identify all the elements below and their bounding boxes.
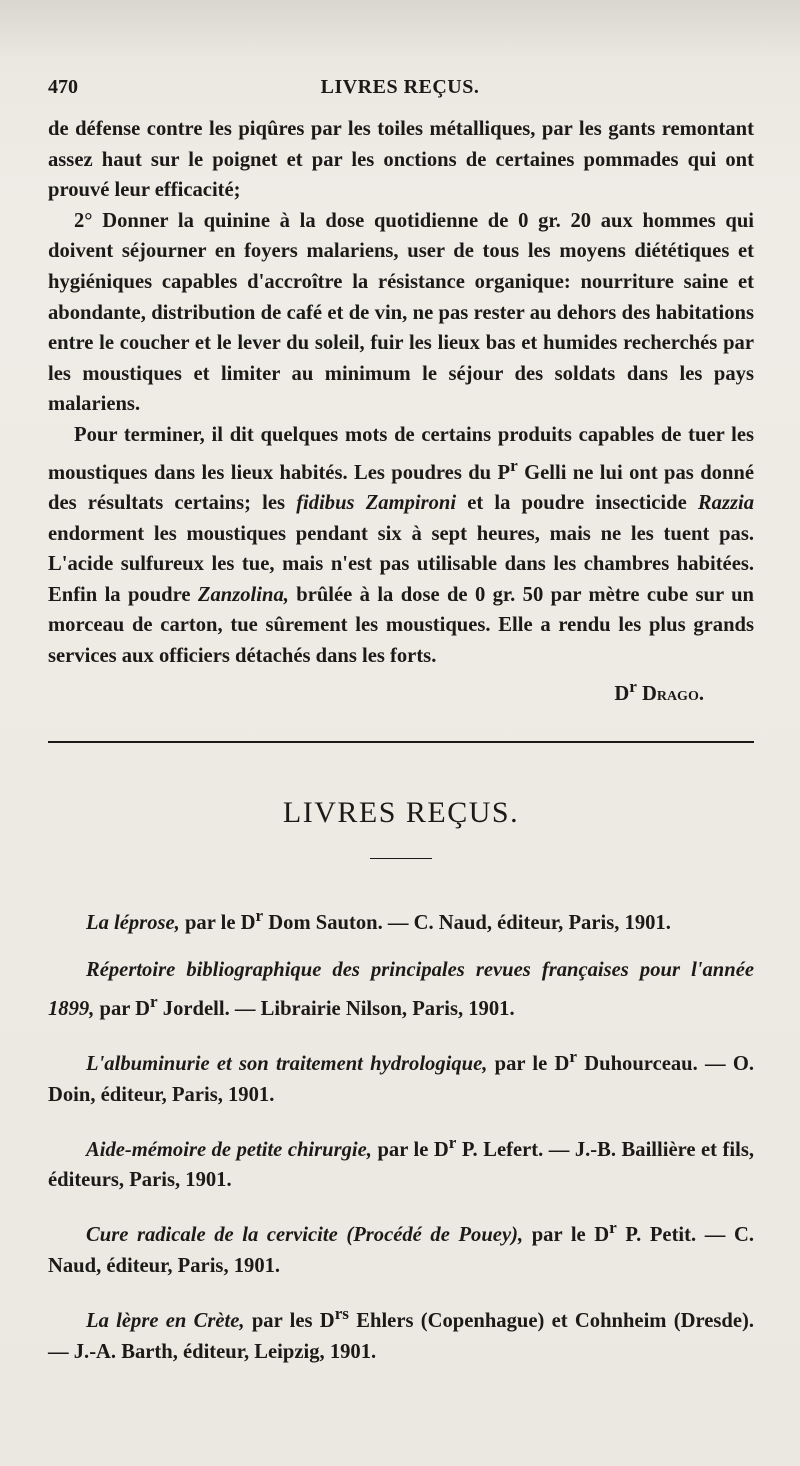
book-title: Cure radicale de la cervicite (Procédé de Pouey), [86, 1224, 524, 1247]
book-superscript: r [569, 1046, 578, 1066]
book-superscript: r [448, 1132, 457, 1152]
p3-text-d: endorment les moustiques pendant six à sept heures, mais ne les tuent pas. L'acide sulfureux les tue, mais n'est pas utilisable dans les chambres habitées. Enfin la poudre [48, 522, 754, 606]
book-entry [48, 1298, 754, 1368]
book-title: Répertoire bibliographique des principales revues françaises pour l'année 1899, [48, 958, 754, 1020]
book-by: par D [94, 997, 151, 1020]
p3-italic-razzia: Razzia [697, 491, 754, 514]
p3-italic-fidibus: fidibus Zampironi [296, 491, 457, 514]
book-publisher: Jordell. — Librairie Nilson, Paris, 1901. [157, 997, 515, 1020]
signature-d: D [614, 682, 630, 705]
book-superscript: rs [334, 1304, 349, 1324]
book-superscript: r [609, 1218, 617, 1238]
p3-italic-zanzolina: Zanzolina, [197, 583, 289, 606]
p3-superscript: r [510, 455, 518, 475]
p3-text-a: Pour terminer, il dit quelques mots de certains produits capables de tuer les moustiques dans les lieux habités. Les poudres du P [48, 423, 754, 484]
book-superscript: r [150, 991, 158, 1011]
book-by: par le D [523, 1224, 610, 1247]
book-title: La léprose, [86, 911, 180, 934]
book-title: Aide-mémoire de petite chirurgie, [86, 1138, 372, 1161]
book-by: par le D [487, 1052, 570, 1075]
signature-superscript: r [629, 676, 637, 696]
section-title: LIVRES REÇUS. [282, 796, 520, 829]
short-divider [370, 858, 432, 859]
book-entry [48, 1041, 754, 1111]
book-publisher: Duhourceau. — O. Doin, éditeur, Paris, 1901. [48, 1052, 754, 1106]
book-publisher: Ehlers (Copenhague) et Cohnheim (Dresde). — J.-A. Barth, éditeur, Leipzig, 1901. [48, 1310, 754, 1364]
book-title: La lèpre en Crète, [86, 1310, 245, 1333]
signature-name: Drago. [641, 682, 704, 705]
page-header [48, 76, 752, 106]
page-number: 470 [48, 76, 78, 98]
paragraph-1: de défense contre les piqûres par les toiles métalliques, par les gants remontant assez haut sur le poignet et par les onctions de certaines pommades qui ont prouvé leur efficacité; [48, 118, 754, 202]
books-list [48, 900, 754, 1384]
book-by: par le D [179, 911, 256, 934]
book-entry [48, 1127, 754, 1197]
running-title: LIVRES REÇUS. [320, 76, 480, 98]
book-title: L'albuminurie et son traitement hydrologique, [86, 1052, 488, 1075]
book-entry [48, 1212, 754, 1282]
paragraph-2: 2° Donner la quinine à la dose quotidienne de 0 gr. 20 aux hommes qui doivent séjourner en foyers malariens, user de tous les moyens diététiques et hygiéniques capables d'accroître la résistance organique: nourriture saine et abondante, distribution de café et de vin, ne pas rester au dehors des habitations entre le coucher et le lever du soleil, fuir les lieux bas et humides recherchés par les moustiques et limiter au minimum le séjour des soldats dans les pays malariens. [48, 209, 754, 416]
book-publisher: Dom Sauton. — C. Naud, éditeur, Paris, 1901. [263, 911, 671, 934]
book-by: par les D [244, 1310, 335, 1333]
book-by: par le D [371, 1138, 449, 1161]
p3-text-c: et la poudre insecticide [456, 491, 698, 514]
book-entry [48, 955, 754, 1025]
p3-text-e: brûlée à la dose de 0 gr. 50 par mètre cube sur un morceau de carton, tue sûrement les moustiques. Elle a rendu les plus grands services aux officiers détachés dans les forts. [48, 583, 754, 667]
book-publisher: P. Petit. — C. Naud, éditeur, Paris, 1901. [48, 1224, 754, 1278]
book-publisher: P. Lefert. — J.-B. Baillière et fils, éditeurs, Paris, 1901. [48, 1138, 755, 1192]
book-entry [48, 900, 754, 939]
section-divider [48, 741, 754, 743]
p3-text-b: Gelli ne lui ont pas donné des résultats certains; les [48, 461, 754, 514]
signature [48, 672, 754, 709]
book-superscript: r [255, 906, 264, 925]
paragraph-3 [48, 420, 754, 672]
article-text [48, 114, 754, 709]
